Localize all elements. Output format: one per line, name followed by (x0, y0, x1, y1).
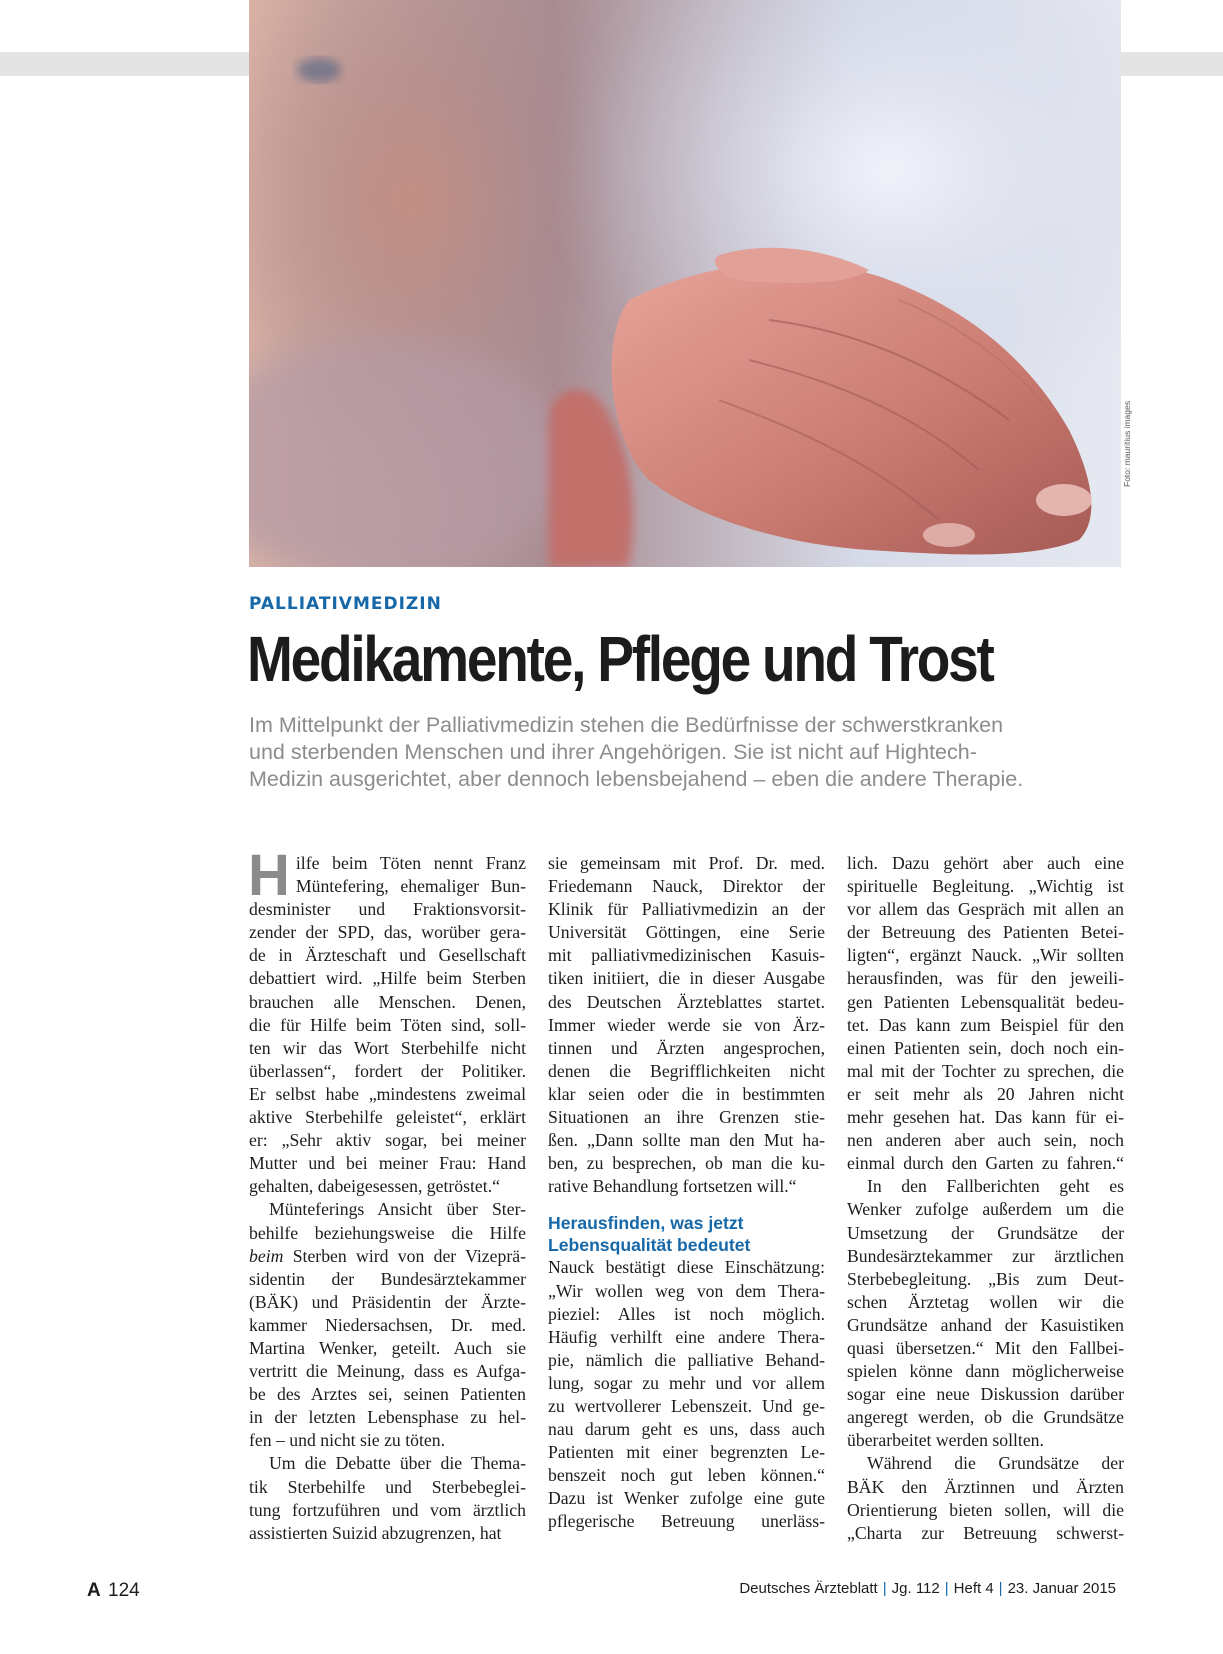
text-line: sogar eine neue Diskussion darüber (847, 1384, 1124, 1405)
header-band-left (0, 52, 249, 76)
text-line: BÄK den Ärztinnen und Ärzten (847, 1476, 1124, 1497)
text-line: zu wertvollerer Lebenszeit. Und ge- (548, 1395, 825, 1416)
text-line: einmal durch den Garten zu fahren.“ (847, 1153, 1124, 1174)
subhead-line: Lebensqualität bedeutet (548, 1235, 751, 1256)
text-line: mit palliativmedizinischen Kasuis- (548, 945, 825, 966)
text-line: pie, nämlich die palliative Behand- (548, 1349, 825, 1370)
text-line: quasi übersetzen.“ Mit den Fallbei- (847, 1337, 1124, 1358)
text-line: be des Arztes sei, seinen Patienten (249, 1384, 526, 1405)
text-line: herausfinden, was für den jeweili- (847, 968, 1124, 989)
text-line: de in Ärzteschaft und Gesellschaft (249, 945, 526, 966)
divider: | (998, 1580, 1003, 1597)
text-line: lich. Dazu gehört aber auch eine (847, 853, 1124, 873)
text-line: Immer wieder werde sie von Ärz- (548, 1014, 825, 1035)
text-line: „Wir wollen weg von dem Thera- (548, 1280, 825, 1301)
text-line: Friedemann Nauck, Direktor der (548, 876, 825, 897)
text-line: behilfe beziehungsweise die Hilfe (249, 1222, 526, 1243)
text-line: vertritt die Meinung, dass es Aufga- (249, 1361, 526, 1382)
text-line: Müntefering, ehemaliger Bun- (295, 876, 526, 897)
journal-volume: Jg. 112 (891, 1580, 940, 1597)
journal-name: Deutsches Ärzteblatt (739, 1580, 878, 1597)
text-line: Klinik für Palliativmedizin an der (548, 899, 825, 920)
text-line: Während die Grundsätze der (867, 1453, 1124, 1474)
text-line: Häufig verhilft eine andere Thera- (548, 1326, 825, 1347)
journal-issue: Heft 4 (953, 1580, 994, 1597)
text-line: ten wir das Wort Sterbehilfe nicht (249, 1037, 526, 1058)
text-line: Orientierung bieten sollen, will die (847, 1499, 1124, 1520)
text-line: Situationen an ihre Grenzen stie- (548, 1107, 825, 1128)
text-line: überlassen“, fordert der Politiker. (249, 1060, 526, 1081)
text-line: angeregt werden, ob die Grundsätze (847, 1407, 1124, 1428)
text-line: zender der SPD, das, worüber gera- (249, 922, 526, 943)
text-line: überarbeitet werden sollten. (847, 1430, 1044, 1451)
text-line: Nauck bestätigt diese Einschätzung: (548, 1257, 825, 1278)
text-line: Dazu ist Wenker zufolge eine gute (548, 1488, 825, 1509)
text-line: spirituelle Begleitung. „Wichtig ist (847, 876, 1124, 897)
text-line: fen – und nicht sie zu töten. (249, 1430, 445, 1451)
subhead-line: Herausfinden, was jetzt (548, 1213, 744, 1234)
text-line: die für Hilfe beim Töten sind, soll- (249, 1014, 526, 1035)
lead-line: Medizin ausgerichtet, aber dennoch lebensbejahend – eben die andere Therapie. (249, 767, 1024, 791)
text-line: debattiert wird. „Hilfe beim Sterben (249, 968, 526, 989)
text-line: tiken initiiert, die in dieser Ausgabe (548, 968, 825, 989)
text-line: tinnen und Ärzten angesprochen, (548, 1037, 825, 1058)
photo-credit: Foto: mauritius images (1122, 401, 1132, 487)
divider: | (882, 1580, 887, 1597)
text-line: Wenker zufolge außerdem um die (847, 1199, 1124, 1220)
text-line: Patienten mit einer begrenzten Le- (548, 1442, 825, 1463)
text-line: desminister und Fraktionsvorsit- (249, 899, 526, 920)
text-line: Sterbebegleitung. „Bis zum Deut- (847, 1268, 1124, 1289)
text-line: Um die Debatte über die Thema- (269, 1453, 526, 1474)
text-line: beim Sterben wird von der Vizeprä- (249, 1245, 526, 1266)
section-subhead (548, 1212, 825, 1256)
text-line: brauchen alle Menschen. Denen, (249, 991, 526, 1012)
text-line: vor allem das Gespräch mit allen an (847, 899, 1124, 920)
text-line: spielen könne dann möglicherweise (847, 1361, 1124, 1382)
text-column-3 (847, 852, 1124, 1545)
text-line: Bundesärztekammer zur ärztlichen (847, 1245, 1124, 1266)
article-kicker: PALLIATIVMEDIZIN (249, 594, 442, 614)
journal-info (739, 1580, 1116, 1597)
text-line: einen Patienten sein, doch noch ein- (847, 1037, 1124, 1058)
text-line: schen Ärztetag wollen wir die (847, 1291, 1124, 1312)
lead-line: Im Mittelpunkt der Palliativmedizin stehen die Bedürfnisse der schwerstkranken (249, 713, 1004, 737)
header-band-right (1121, 52, 1223, 76)
text-line: sidentin der Bundesärztekammer (249, 1268, 526, 1289)
text-line: klar seien oder die in bestimmten (548, 1083, 825, 1104)
text-line: aktive Sterbehilfe geleistet“, erklärt (249, 1107, 526, 1128)
divider: | (944, 1580, 949, 1597)
text-line: rative Behandlung fortsetzen will.“ (548, 1176, 797, 1197)
text-line: In den Fallberichten geht es (867, 1176, 1124, 1197)
text-line: mal mit der Tochter zu sprechen, die (847, 1060, 1124, 1081)
text-line: „Charta zur Betreuung schwerst- (847, 1522, 1124, 1543)
text-line: gehalten, dabeigesessen, getröstet.“ (249, 1176, 500, 1197)
text-line: ligten“, ergänzt Nauck. „Wir sollten (847, 945, 1124, 966)
text-line: Umsetzung der Grundsätze der (847, 1222, 1124, 1243)
text-line: er seit mehr als 20 Jahren nicht (847, 1083, 1124, 1104)
text-line: assistierten Suizid abzugrenzen, hat (249, 1522, 502, 1543)
text-line: ßen. „Dann sollte man den Mut ha- (548, 1130, 825, 1151)
text-column-1 (248, 843, 526, 1545)
text-line: Mutter und bei meiner Frau: Hand (249, 1153, 526, 1174)
text-line: Martina Wenker, geteilt. Auch sie (249, 1337, 526, 1358)
text-line: des Deutschen Ärzteblattes startet. (548, 991, 825, 1012)
text-line: Grundsätze anhand der Kasuistiken (847, 1314, 1124, 1335)
text-line: tik Sterbehilfe und Sterbebeglei- (249, 1476, 526, 1497)
text-line: in der letzten Lebensphase zu hel- (249, 1407, 526, 1428)
text-line: gen Patienten Lebensqualität bedeu- (847, 991, 1124, 1012)
text-line: pieziel: Alles ist noch möglich. (548, 1303, 825, 1324)
text-line: denen die Begrifflichkeiten nicht (548, 1060, 825, 1081)
page-number (87, 1580, 140, 1602)
page-prefix: A (87, 1580, 101, 1601)
text-line: ilfe beim Töten nennt Franz (295, 853, 526, 873)
text-line: mehr gesehen hat. Das kann für ei- (847, 1107, 1124, 1128)
text-line: Münteferings Ansicht über Ster- (269, 1199, 526, 1220)
text-line: sie gemeinsam mit Prof. Dr. med. (548, 853, 825, 873)
text-line: nen anderen aber auch sein, noch (847, 1130, 1124, 1151)
text-line: Universität Göttingen, eine Serie (548, 922, 825, 943)
text-line: nau darum geht es uns, dass auch (548, 1419, 825, 1440)
text-line: er: „Sehr aktiv sogar, bei meiner (249, 1130, 526, 1151)
article-photo (249, 0, 1121, 567)
lead-line: und sterbenden Menschen und ihrer Angehörigen. Sie ist nicht auf Hightech- (249, 740, 977, 764)
text-line: lung, sogar zu mehr und vor allem (548, 1372, 825, 1393)
text-line: pflegerische Betreuung unerläss- (548, 1511, 825, 1532)
text-line: (BÄK) und Präsidentin der Ärzte- (249, 1291, 526, 1312)
text-line: tung fortzuführen und vom ärztlich (249, 1499, 526, 1520)
text-line: benszeit noch gut leben können.“ (548, 1465, 825, 1486)
article-lead (249, 712, 1109, 793)
text-line: ben, zu besprechen, ob man die ku- (548, 1153, 825, 1174)
journal-date: 23. Januar 2015 (1007, 1580, 1116, 1597)
text-line: Er selbst habe „mindestens zweimal (249, 1083, 526, 1104)
page-number-value: 124 (108, 1580, 140, 1601)
text-line: der Betreuung des Patienten Betei- (847, 922, 1124, 943)
text-column-2 (548, 852, 825, 1534)
article-headline: Medikamente, Pflege und Trost (247, 623, 993, 695)
text-line: tet. Das kann zum Beispiel für den (847, 1014, 1124, 1035)
drop-cap: H (248, 843, 290, 908)
text-line: kammer Niedersachsen, Dr. med. (249, 1314, 526, 1335)
